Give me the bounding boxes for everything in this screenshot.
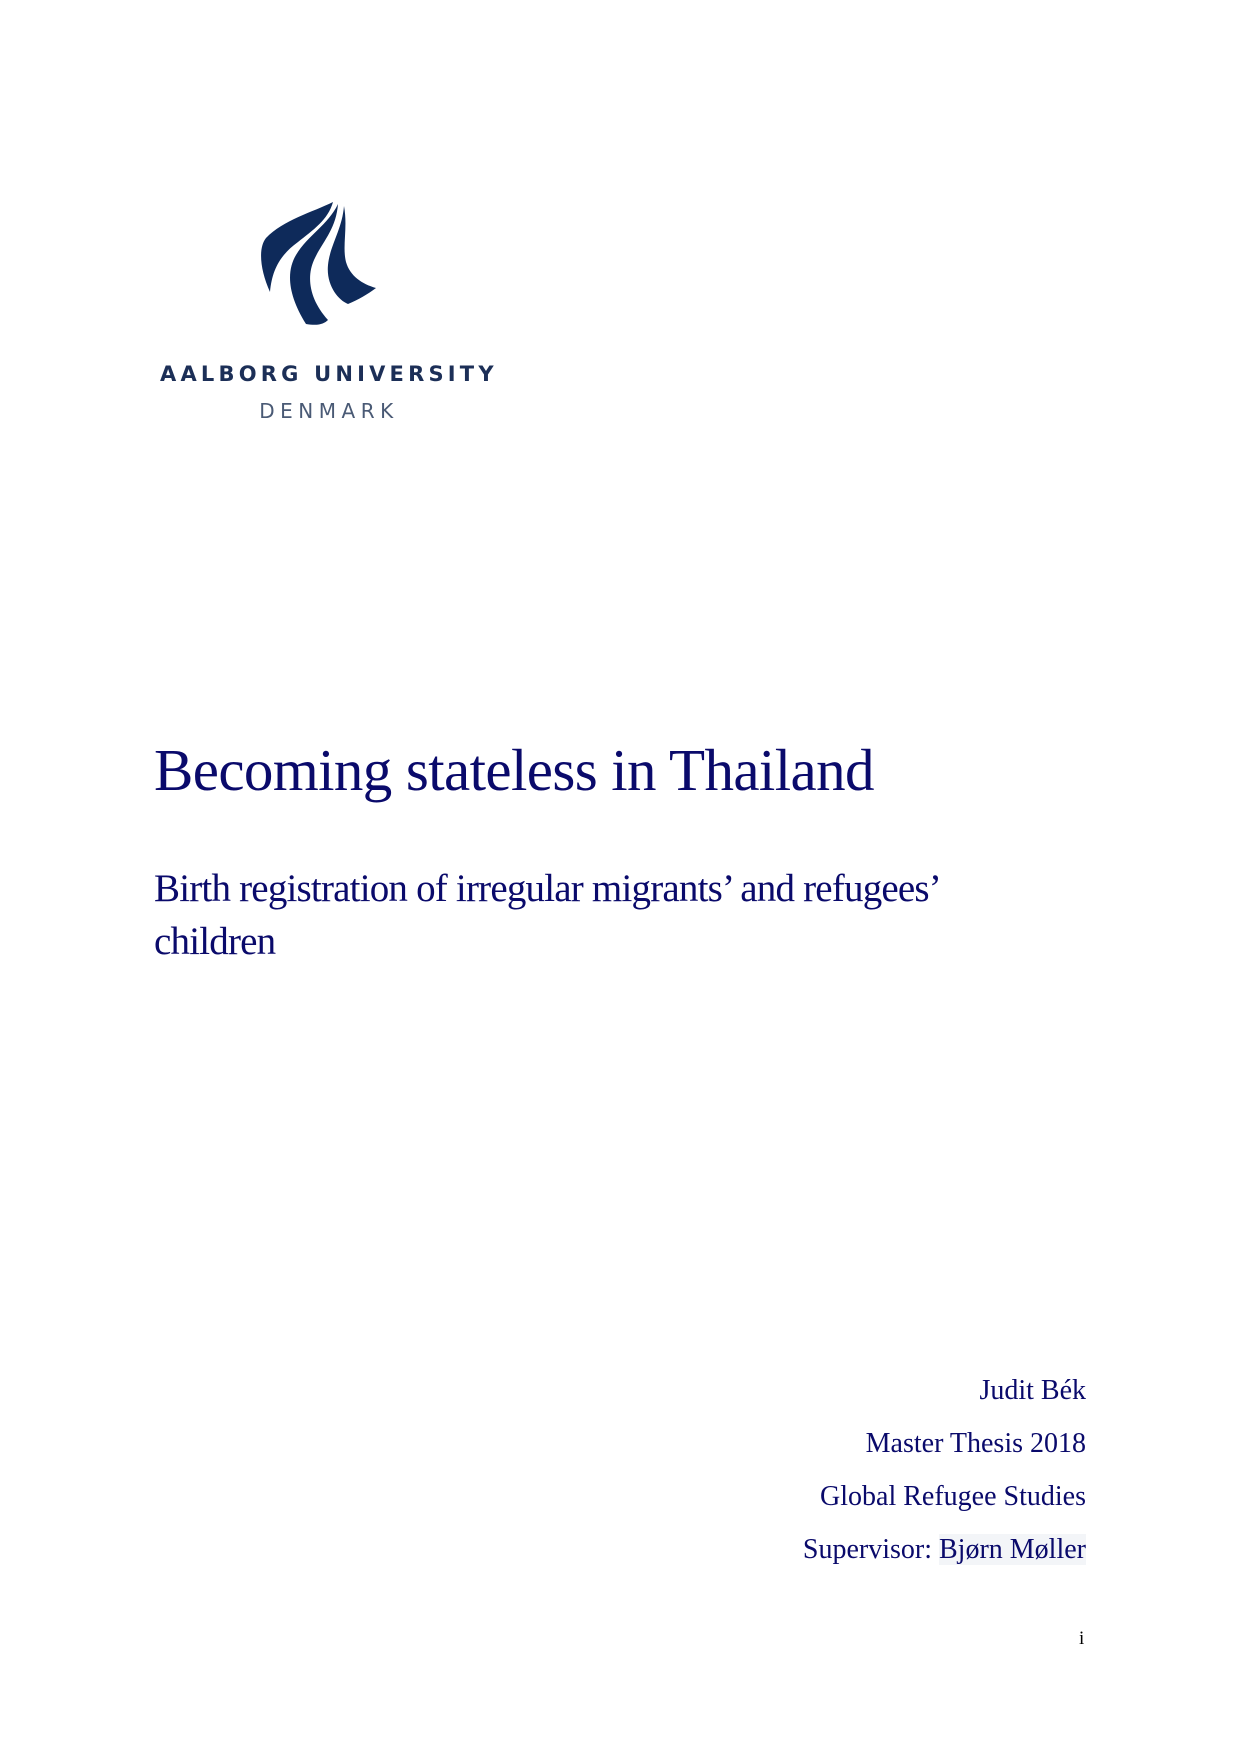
study-program: Global Refugee Studies <box>820 1481 1086 1512</box>
author-name: Judit Bék <box>979 1375 1086 1406</box>
thesis-title: Becoming stateless in Thailand <box>154 737 874 803</box>
thesis-subtitle: Birth registration of irregular migrants’ and refugees’ children <box>154 867 939 963</box>
page-number: i <box>1079 1628 1085 1649</box>
university-logo-icon <box>258 200 378 326</box>
university-country: DENMARK <box>259 399 399 423</box>
university-name: AALBORG UNIVERSITY <box>160 362 498 386</box>
supervisor-line <box>803 1523 1086 1576</box>
supervisor-name: Bjørn Møller <box>939 1534 1086 1565</box>
thesis-metadata <box>803 1364 1086 1576</box>
supervisor-label: Supervisor: <box>802 1534 939 1565</box>
thesis-type-year: Master Thesis 2018 <box>865 1428 1086 1459</box>
